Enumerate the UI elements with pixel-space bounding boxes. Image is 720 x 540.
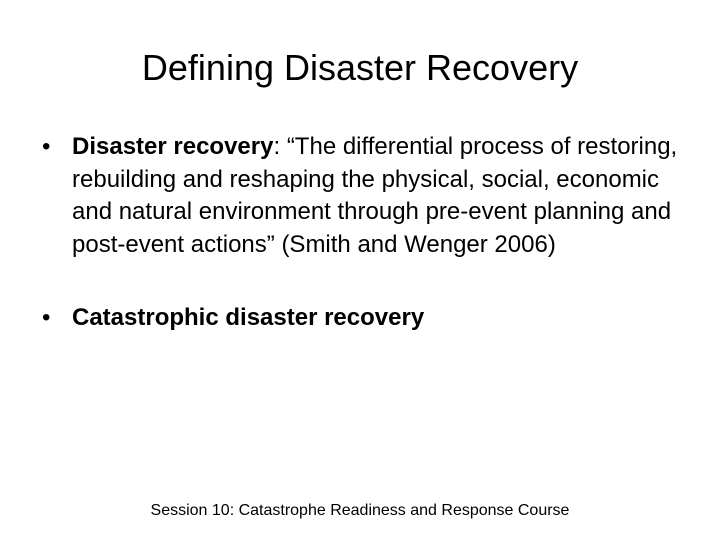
bullet-item-disaster-recovery xyxy=(42,131,682,261)
bullet-definition: “The differential process of restoring, rebuilding and reshaping the physical, social, economic and natural environment through pre-event planning and post-event actions” (Smith and Wenger 2006) xyxy=(72,133,678,258)
bullet-item-catastrophic-recovery xyxy=(42,302,682,335)
bullet-list xyxy=(42,131,682,335)
bullet-term: Disaster recovery xyxy=(72,133,274,160)
bullet-term: Catastrophic disaster recovery xyxy=(72,304,425,331)
bullet-separator: : xyxy=(273,133,287,160)
bullet-icon: • xyxy=(42,133,51,160)
slide-title: Defining Disaster Recovery xyxy=(141,47,579,88)
slide-footer: Session 10: Catastrophe Readiness and Response Course xyxy=(150,502,570,519)
bullet-icon: • xyxy=(42,304,51,331)
